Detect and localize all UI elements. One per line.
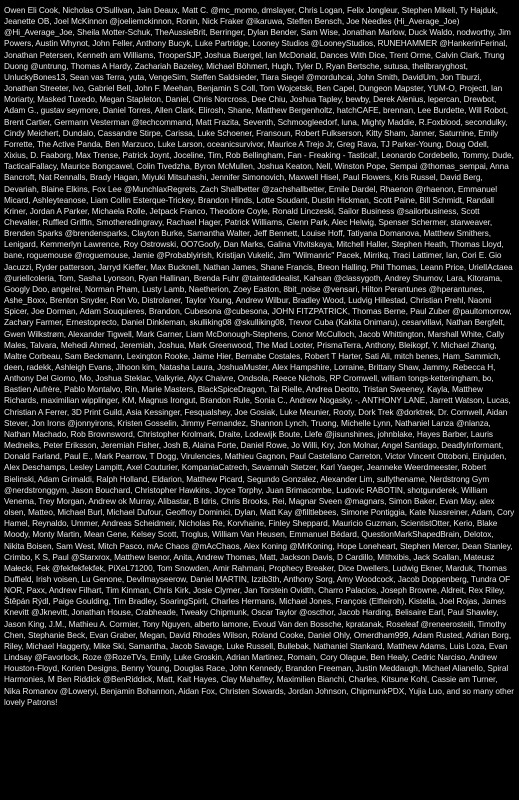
patron-credits-text: Owen Eli Cook, Nicholas O'Sullivan, Jain Deaux, Matt C. @mc_momo, dmslayer, Chris Logan, Felix Jongleur, Stephen Mikell, Ty Hajduk, Jeanette OB, Joel McKinnon @joeliemckinnon, Ronin, Nick Fraker @ikaruwa, Steffen Bensch, Joe Needles (Hi_Average_Joe) @Hi_Average_Joe, Sheila Motter-Schuk, TheAussieBrit, Berringer, Dylan Bender, Sam Wise, Jonathan Marlow, Duck Waldo, nodworthy, Jim Powers, Austin Whynot, John Feller, Anthony Bucyk, Luke Partridge, Looney Studios @LooneyStudios, RUNEHAMMER @HankerinFerinal, Jonathan Petersen, Kenneth am Williams, TrooperSJP, Joshua Buergel, Ian McDonald, Dances With Dice, Trent Orme, Calvin Clark, Trung Duong @untrung, Thomas A Hardy, Zachariah Bazeley, Michael Böhmert, Hugh, Tyler D, Ryan Bertsche, sutusa, thelibraryghost, UnluckyBones13, Sean vas Terra, yuta, VengeSim, Steffen Saldsieder, Tiara Siegel @morduhcai, John Smith, DavidUm, Jon Tiburzi, Jonathan Streeter, Ivo, Gabriel Bell, John F. Meehan, Benjamin S Coll, Tom Wojcetski, Ben Capel, Dungeon Mapster, YUM-O, Projectl, Ian Moriarty, Masked Tuxedo, Megan Stapleton, Daniel, Chris Norcross, Dee Chiu, Joshua Tapley, bewby, Derek Alenius, lepercan, Drewbot, Adam G., gustav seymore, Daniel Torres, Allen Clark, Elirosh, Shane, Matthew Bergenholtz, hatchCAFE, brennan, Lee Burdette, Will Robot, Brent Cartier, Germann Vesterman @techcommand, Matt Frazita, Seventh, Schmoogleedorf, luna, Mighty Maddie, R.Foxblood, secondulky, Cindy Meichert, Dundalo, Cassandre Stirpe, Carissa, Luke Schoener, Fransoun, Robert Fulkserson, Kitty Sham, Janner, Saturnine, Emily Forrette, The Active Panda, Ben Marzuco, Luke Larson, oceanicsurvivor, Maurice A Trejo Jr, Greg Rava, TJ Parker-Young, Doug Odell, Xixius, D. Faaborg, Max Trense, Patrick Joynt, Joceline, Tim, Rob Bellingham, Fan - Freaking - Tastical!, Leonardo Cordebello, Tommy, Dude, TacticalFallacy, Maurice Bongcawel, Colin Tivedzha, Byron McMullen, Joshua Keaton, Nell, Winston Pope, Sempai @thomas_sempai, Anna Bancroft, Nat Rennalls, Brady Hagan, Miyuki Mitsuhashi, Jennifer Simonovich, Maxwell Hisel, Paul Flowers, Kris Russel, David Berg, Devariah, Blaine Elkins, Fox Lee @MunchlaxRegrets, Zach Shallbetter @zachshallbetter, Emile Dardel, Rhaenon @rhaenon, Emmanuel Micard, Ashleyteanose, Liam Collin Esterque-Trickey, Brandon Hinds, Lotte Soudant, Dustin Hickman, Scott Paine, Bill Schmidt, Randall Kriner, Jordan A Parker, Michaela Rolle, Jetpack Franco, Theodore Coyle, Ronald Linczeski, Sailor Business @sailorbusiness, Scott Chevalier, Ruffled Griffin, Smotheredingravy, Rachael Hager, Patrick Williams, Glenn Park, Alec Helwig, Spenser Schermer, starweaver, Brenden Sparks @brendensparks, Clayton Burke, Samantha Walter, Jeff Bennett, Louise Hoff, Tatiyana Domanova, Matthew Smithers, Lenigard, Kemmerlyn Lawrence, Roy Ostrowski, OO7Goofy, Dan Marks, Galina Vitvitskaya, Mitchell Haller, Stephen Heath, Thomas Lloyd, bane, roguemouse @roguemouse, Jamie @Probablyirish, Kristijan Vukelić, Jim "Wilmanric" Pacek, Mirrikq, Traci Lattimer, Ian, Cori E. Gio Jacuzzi, Ryder patterson, Jarryd Kieffer, Max Bucknell, Nathan James, Shane Francis, Breon Halling, Phil Thomas, Leann Price, UrielIActaea @urielIcoleria, Tom, Sasha Lyonson, Ryan Hallinan, Brenda Fuhr @taintedidealist, Kahsan @classygoth, Andrey Shumov, Lara, Kitorama, Googly Doo, angelrei, Norman Pham, Lusty Lamb, Naetherion, Zoey Easton, 8bit_noise @vensari, Hilton Perantunes @hperantunes, Ashe_Boxx, Brenton Snyder, Ron Vo, Distrolaner, Taylor Young, Andrew Wilbur, Bradley Wood, Ludvig Hillestad, Christian Prehl, Naomi Spicer, Joe Dorman, Adam Souquieres, Brandon, Cubesona @cubesona, JOHN FITZPATRICK, Thomas Berne, Paul Zuber @paultomorrow, Zachary Farmer, Ernestoprecto, Daniel Dinkleman, skulliking08 @skulliking08, Trevor Cuba (Kakita Onimaru), cesarvillavi, Nathan Bergfelt, Gwen Wilkstrøm, Alexander Tigwell, Mark Garner, Liam McDonough-Stephens, Conor McCulloch, Jacob Whittington, Marshall White, Cally Males, Talvara, Mehedi Ahmed, Jeremiah, Joshua, Mark Greenwood, The Mad Looter, PrismaTerra, Anthony, Bleikopf, Y. Michael Zhang, Maltre Corbeau, Sam Beckmann, Lexington Rooke, Jaime Hier, Bernabe Costales, Robert T Harter, Sati Ali, mitch benes, Ham_Sammich, deen, radekk, Ashleigh Evans, Jihoon kim, Natasha Laura, JoshuaMuster, Alex Hampshire, Lorraine, Brittany Shaw, Jammy, Rebecca H, Anthony Del Giorno, Mo, Joshua Steklac, Valkyrie, Alyx Chaivre, Ondsola, Reece Nichols, RP Cromwell, william tongs-ketteringham, bo, Bastien Aufrère, Pablo Montalvo, Rin, Marie Masters, BlackSpiceDragon, Tai Rielle, Andrea Deotto, Tristan Sweeney, Kayla, Matthew Richards, maximilian wipplinger, KM, Magnus Irongut, Brandon Rule, Sonia C., Andrew Nogasky, -, ANTHONY LANE, Jarrett Watson, Lucas, Christian A Ferrer, 3D Print Guild, Asia Kessinger, Fesqualshey, Joe Gosiak, Luke Meunier, Rooty, Dork Trek @dorktrek, Dr. Cornwell, Aidan Stever, Jon Irons @jonnyirons, Kristen Gosselin, Jimmy Fernandez, Shannon Lynch, Truong, Michelle Lynn, Nathaniel Lanza @nlanza, Nathan Machado, Rob Brownsword, Christopher Krolmark, Draite, Lodewijk Boute, Llefe @jisunshines, johnblake, Hayes Barber, Lauris Medneiks, Peter Eriksson, Jeremiah Fisher, Josh B, Alaina Forte, Daniel Rowe, Jo Willi, Kry, Jon Molnar, Angel Santiago, DeadlyInformant, Donald Farland, Paul E., Mark Pearrow, T Dogg, Virulencies, Mathieu Gagnon, Paul Castellano Carreton, Victor Vincent Ottoboni, Einjuden, Alex Deschamps, Lesley Lampitt, Axel Couturier, KompaniaCatrech, Savannah Stetzer, Karl Yaeger, Jeanneke Weerdmeester, Robert Bielinski, Adam Grimaldi, Ralph Holland, Eldarion, Matthew Picard, Segundo Gonzalez, Alexander Lim, sullythename, Nerdstrong Gym @nerdstronggym, Jason Bouchard, Christopher Hawkins, Joyce Torphy, Juan Brimacombe, Ludovic RABOTIN, shotgunderek, William Venema, Trey Morgan, Andrew ok Murray, Alibastar, B Idris, Chris Brooks, Rei, Magnar Sveen @magnars, Simon Baker, Evan May, alex olsen, Matteo, Michael Burl, Michael Dufour, Geoffroy Dominici, Dylan, Matt Kay @filltlebees, Simone Pontiggia, Kate Nussreiner, Adam, Cory Hamel, Reynaldo, Ummer, Andreas Scheidmeir, Nicholas Re, Korvhaine, Finley Sheppard, Mauricio Guzman, ScientistOtter, Kerio, Blake Moody, Monty Martin, Mean Gene, Kelsey Scott, Troglus, William Van Heusen, Emmanuel Bédard, QuestionMarkShapedBrain, Delotox, Nikita Boisen, Sam West, Mitch Pasco, mAc Chaos @mAcChaos, Alex Koning @MrKoning, Hope Loneheart, Stephen Mercer, Dean Stanley, Crimbo, K S, Paul @Starxrox, Matthew Isenor, Anita, Andrew Thomas, Matt, Jackson Davis, D Cardillo, Mithxibis, Jack Scallan, Mateusz Małecki, Fek @fekfekfekfek, PiXeL71200, Tom Snowden, Amir Rahmani, Prophecy Breaker, Dice Dwellers, Ludwig Ekner, Marduk, Thomas Duffield, Irish voisen, Lu Genone, Devilmayseerow, Daniel MARTIN, Izzib3th, Anthony Sorg, Amy Woodcock, Jacob Doppenberg, Tundra OF NOR, Paxx, Andrew Filhart, Tim Kinman, Chris Kirk, Josie Clymer, Jan Torstein Ovidth, Charro Palacios, Joseph Browne, Aldreit, Rex Riley, Štěpán Rýdl, Paige Goulding, Tim Bradley, SoaringSpirit, Charles Hermans, Michael Jones, François (Elfteiroh), Kistella, Joel Rojas, James Knevitt @Jknevitt, Jonathan House, Crabheade, Tweaky Chipmunk, Oscar Taylor @oscthor, Jacob Harding, Belisaire Earl, Paul Shawley, Jason King, J.M., Mathieu A. Cormier, Tony Nguyen, alberto lamone, Evoud Van den Bossche, kpratanak, Roseleaf @reneerosteili, Timothy Chen, Stephanie Beck, Evan Graber, Megan, David Rhodes Wilson, Roland Cooke, Daniel Ohly, Omerdham999, Adam Rusted, Adrian Borg, Riley, Michael Haggerty, Mike Ski, Samantha, Jacob Savage, Luke Russell, Bullebak, Nathaniel Stankard, Matthew Adams, Luis Loza, Evan Lindsay @Favorlock, Roze @RozeTVs, Emily, Luke Groskin, Adrian Martinez, Romain, Cory Olague, Ben Healy, Cedric Narciso, Andrew Houston-Floyd, Korien Designs, Benny Young, Douglas Race, John Kennedy, Brandon Freeman, Justin Meddaugh, Michael Alianello, Spiral Harmonies, M Ben Riddick @BenRiddick, Matt, Kait Hayes, Clay Mahaffey, Maximilien Bianchi, Charles, Kitsune Kohl, Cassie am Turner, Nika Romanov @Loweryi, Benjamin Bohannon, Aidan Fox, Christen Sowards, Jordan Johnson, ChipmunkPDX, Yujia Luo, and so many other lovely Patrons! — [4, 6, 515, 707]
